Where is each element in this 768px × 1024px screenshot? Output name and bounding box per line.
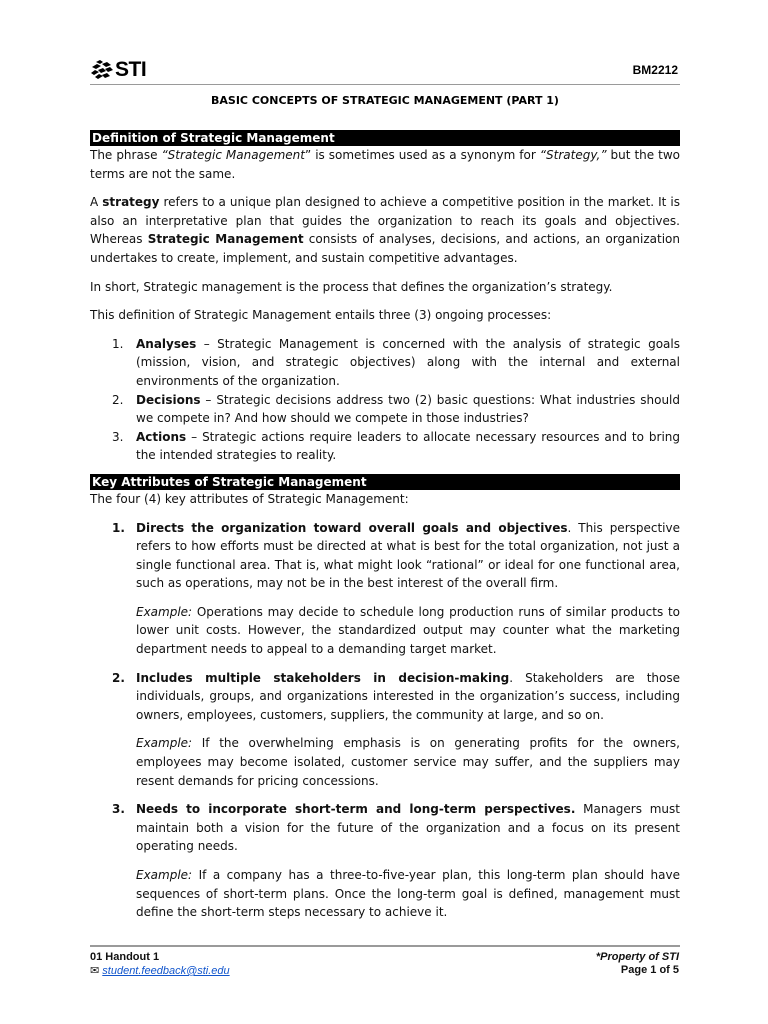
attributes-list xyxy=(90,519,680,593)
sti-logo xyxy=(90,57,146,83)
list-item xyxy=(90,519,680,593)
section-heading-attributes: Key Attributes of Strategic Management xyxy=(90,474,680,490)
document-body xyxy=(90,130,680,922)
page-number: Page 1 of 5 xyxy=(620,964,679,976)
list-term: Directs the organization toward overall goals and objectives xyxy=(136,520,568,535)
list-number: 3. xyxy=(112,429,124,444)
text-run: strategy xyxy=(102,195,160,210)
definition-paragraph-2 xyxy=(90,193,680,267)
text-run: ” is sometimes used as a synonym for xyxy=(304,148,540,162)
process-list xyxy=(90,335,680,465)
list-text: – Strategic decisions address two (2) basic questions: What industries should we compete in? And how should we compete in those industries? xyxy=(136,392,680,426)
list-term: Needs to incorporate short-term and long-term perspectives. xyxy=(136,802,576,817)
handout-label: 01 Handout 1 xyxy=(90,951,160,963)
list-item xyxy=(90,335,680,391)
footer-email-line xyxy=(90,964,230,977)
example-paragraph xyxy=(90,866,680,922)
list-number: 2. xyxy=(112,670,125,685)
text-run: A xyxy=(90,195,103,210)
example-paragraph xyxy=(90,603,680,659)
definition-paragraph-1 xyxy=(90,146,680,183)
sti-globe-icon xyxy=(90,59,114,81)
definition-paragraph-4: This definition of Strategic Management entails three (3) ongoing processes: xyxy=(90,308,552,323)
document-title: BASIC CONCEPTS OF STRATEGIC MANAGEMENT (PART 1) xyxy=(211,94,559,107)
list-number: 2. xyxy=(112,392,124,407)
property-label: *Property of STI xyxy=(595,951,679,963)
text-run: but the two terms are not the same. xyxy=(90,148,680,181)
example-label: Example: xyxy=(136,604,193,619)
logo-text: STI xyxy=(115,58,147,81)
example-text: Operations may decide to schedule long production runs of similar products to lower unit costs. However, the standardized output may counter what the marketing department needs to appeal to a demanding target market. xyxy=(136,604,680,657)
course-code: BM2212 xyxy=(632,63,678,77)
text-run: consists of analyses, decisions, and actions, an organization undertakes to create, implement, and sustain competitive advantages. xyxy=(90,232,681,265)
text-run: “Strategic Management xyxy=(161,148,305,162)
attributes-intro: The four (4) key attributes of Strategic Management: xyxy=(90,491,409,506)
list-term: Analyses xyxy=(136,336,197,351)
list-text: . Stakeholders are those individuals, groups, and organizations interested in the organization’s success, including owners, employees, customers, suppliers, the community at large, and so on. xyxy=(136,670,680,722)
attributes-list xyxy=(90,669,680,725)
mail-icon: ✉ xyxy=(90,965,103,977)
example-text: If the overwhelming emphasis is on generating profits for the owners, employees may become isolated, customer service may suffer, and the suppliers may resent demands for pricing concessions. xyxy=(136,736,680,788)
example-label: Example: xyxy=(136,736,193,751)
header-divider xyxy=(90,84,680,85)
definition-paragraph-3: In short, Strategic management is the process that defines the organization’s strategy. xyxy=(90,279,613,294)
list-number: 1. xyxy=(112,520,125,535)
list-term: Includes multiple stakeholders in decision-making xyxy=(136,670,510,685)
list-number: 3. xyxy=(112,802,125,817)
section-heading-definition: Definition of Strategic Management xyxy=(90,130,680,146)
list-number: 1. xyxy=(112,336,124,351)
feedback-email-link[interactable]: student.feedback@sti.edu xyxy=(102,965,230,977)
list-item xyxy=(90,391,680,428)
attributes-list xyxy=(90,800,680,856)
example-label: Example: xyxy=(136,868,193,882)
list-text: Managers must maintain both a vision for the future of the organization and a focus on its present operating needs. xyxy=(136,802,680,854)
text-run: Strategic Management xyxy=(147,232,304,247)
example-paragraph xyxy=(90,734,680,790)
footer-divider xyxy=(90,945,680,947)
list-text: – Strategic actions require leaders to allocate necessary resources and to bring the intended strategies to reality. xyxy=(136,429,680,463)
text-run: “Strategy,” xyxy=(539,148,607,162)
list-term: Decisions xyxy=(136,392,201,407)
list-text: . This perspective refers to how efforts must be directed at what is best for the total organization, not just a single functional area. That is, what might look “rational” or ideal for one functional area, such as operations, may not be in the best interest of the overall firm. xyxy=(136,520,680,591)
text-run: The phrase xyxy=(90,148,162,162)
list-term: Actions xyxy=(136,429,187,444)
list-item xyxy=(90,669,680,725)
list-item xyxy=(90,800,680,856)
list-text: – Strategic Management is concerned with the analysis of strategic goals (mission, vision, and strategic objectives) along with the internal and external environments of the organization. xyxy=(136,336,680,388)
list-item xyxy=(90,428,680,465)
text-run: refers to a unique plan designed to achieve a competitive position in the market. It is also an interpretative plan that guides the organization to reach its goals and objectives. Whereas xyxy=(90,195,681,247)
example-text: If a company has a three-to-five-year plan, this long-term plan should have sequences of short-term plans. Once the long-term goal is defined, management must define the short-term steps necessary to achieve it. xyxy=(136,868,680,920)
